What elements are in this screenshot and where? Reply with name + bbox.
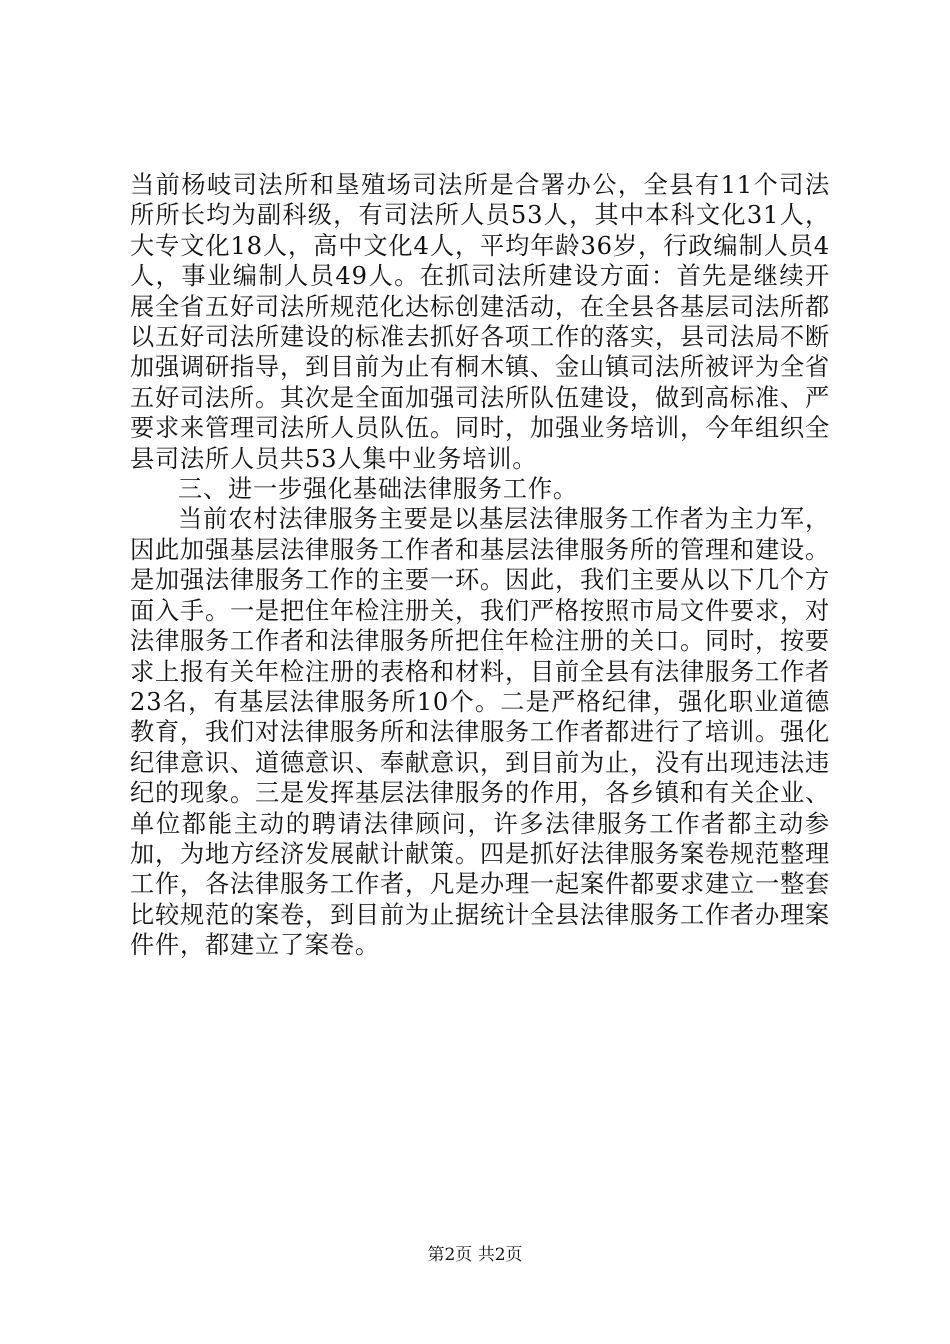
paragraph-judicial-offices: 当前杨岐司法所和垦殖场司法所是合署办公，全县有11个司法所所长均为副科级，有司法所人员53人，其中本科文化31人，大专文化18人，高中文化4人，平均年龄36岁，行政编制人员4人，事业编制人员49人。在抓司法所建设方面：首先是继续开展全省五好司法所规范化达标创建活动，在全县各基层司法所都以五好司法所建设的标准去抓好各项工作的落实，县司法局不断加强调研指导，到目前为止有桐木镇、金山镇司法所被评为全省五好司法所。其次是全面加强司法所队伍建设，做到高标准、严要求来管理司法所人员队伍。同时，加强业务培训，今年组织全县司法所人员共53人集中业务培训。	[130, 171, 830, 473]
page-number-footer: 第2页 共2页	[427, 1245, 523, 1265]
paragraph-legal-services: 当前农村法律服务主要是以基层法律服务工作者为主力军，因此加强基层法律服务工作者和基层法律服务所的管理和建设。是加强法律服务工作的主要一环。因此，我们主要从以下几个方面入手。一是把住年检注册关，我们严格按照市局文件要求，对法律服务工作者和法律服务所把住年检注册的关口。同时，按要求上报有关年检注册的表格和材料，目前全县有法律服务工作者23名，有基层法律服务所10个。二是严格纪律，强化职业道德教育，我们对法律服务所和法律服务工作者都进行了培训。强化纪律意识、道德意识、奉献意识，到目前为止，没有出现违法违纪的现象。三是发挥基层法律服务的作用，各乡镇和有关企业、单位都能主动的聘请法律顾问，许多法律服务工作者都主动参加，为地方经济发展献计献策。四是抓好法律服务案卷规范整理工作，各法律服务工作者，凡是办理一起案件都要求建立一整套比较规范的案卷，到目前为止据统计全县法律服务工作者办理案件件，都建立了案卷。	[130, 505, 830, 960]
section-heading-three: 三、进一步强化基础法律服务工作。	[178, 475, 578, 504]
document-body	[130, 170, 830, 961]
